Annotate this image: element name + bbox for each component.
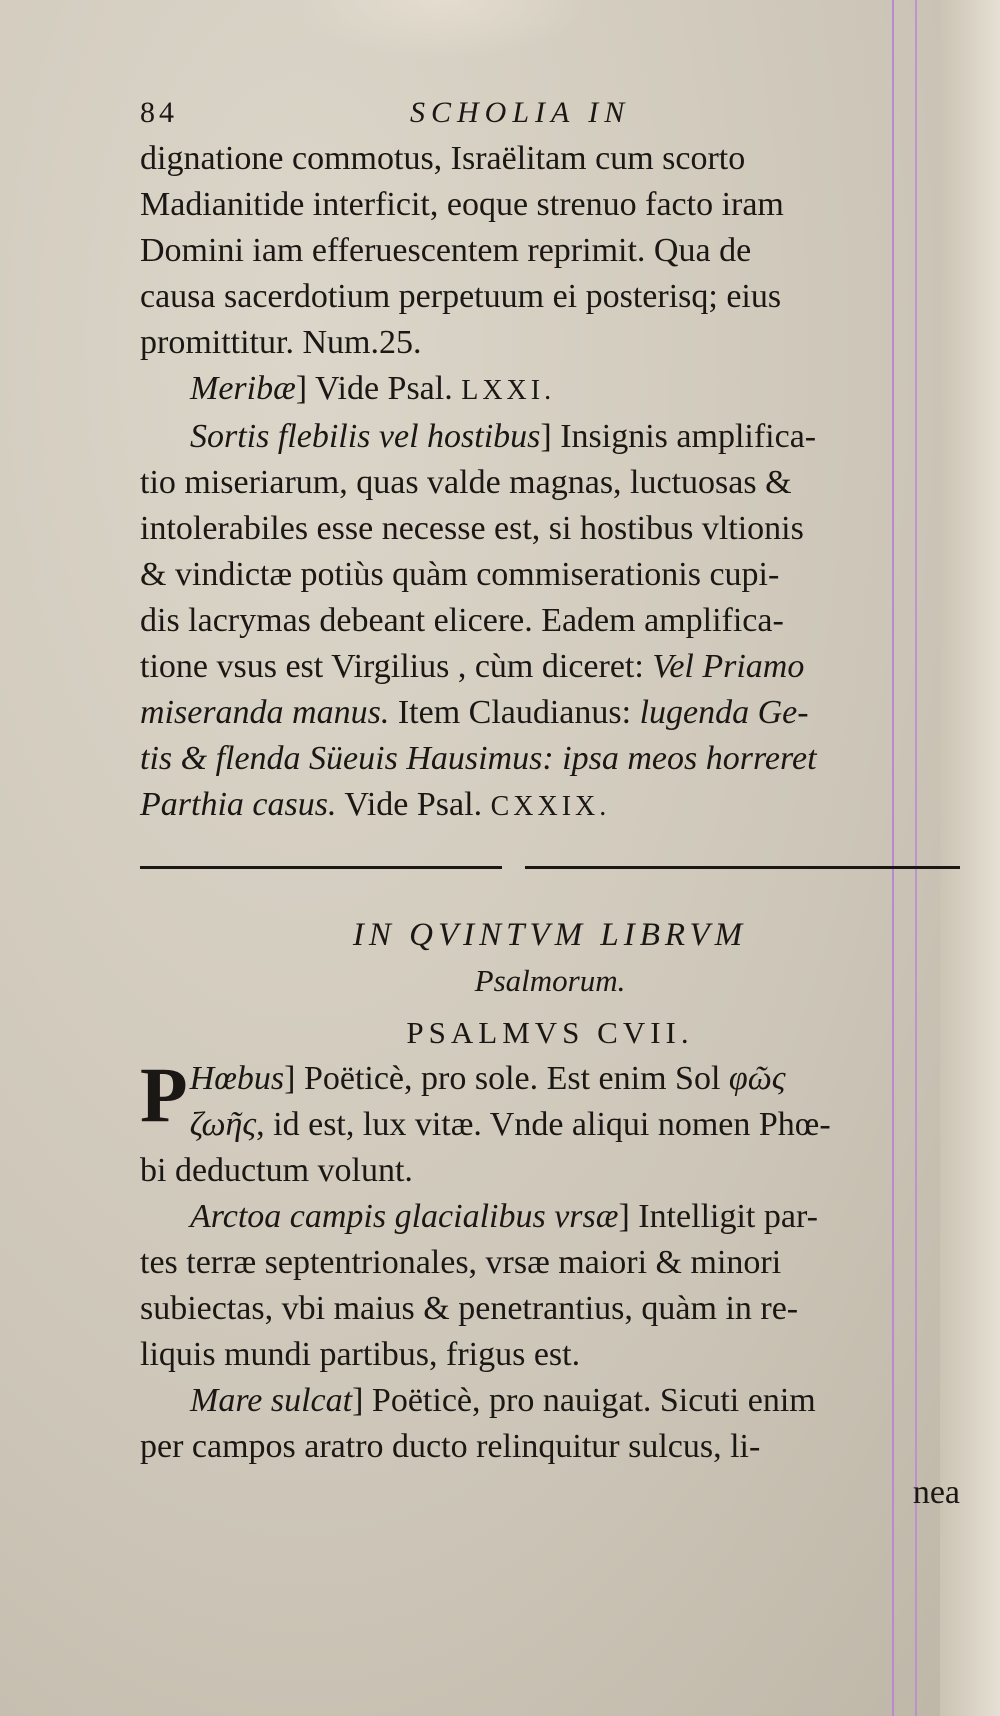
note-phoebus — [140, 1051, 960, 1194]
note-text: ] Insignis amplifica- — [540, 418, 817, 455]
running-title: SCHOLIA IN — [410, 96, 631, 129]
text-line: & vindictæ potiùs quàm commiserationis cupi- — [140, 556, 780, 593]
note-text: ] Intelligit par- — [618, 1198, 818, 1235]
text-line: per campos aratro ducto relinquitur sulcus, li- — [140, 1428, 761, 1465]
lemma: Arctoa campis glacialibus vrsæ — [190, 1198, 619, 1235]
divider-rule — [525, 866, 960, 869]
catchword: nea — [912, 1474, 960, 1511]
quotation: Parthia casus. — [140, 786, 337, 823]
psalm-title: PSALMVS CVII. — [406, 1015, 694, 1050]
quotation: Vel Priamo — [652, 648, 805, 685]
text-line: liquis mundi partibus, frigus est. — [140, 1336, 581, 1373]
running-header — [140, 90, 960, 136]
quotation: tis & flenda Süeuis Hausimus: ipsa meos horreret — [140, 740, 817, 777]
paragraph-continuation — [140, 136, 960, 366]
page-number: 84 — [140, 96, 178, 129]
lemma: Mare sulcat — [190, 1382, 353, 1419]
text-line: bi deductum volunt. — [140, 1152, 413, 1189]
quotation: miseranda manus. — [140, 694, 390, 731]
text-line: intolerabiles esse necesse est, si hostibus vltionis — [140, 510, 804, 547]
note-sortis — [140, 414, 960, 830]
note-text: , id est, lux vitæ. Vnde aliqui nomen Phœ- — [256, 1106, 831, 1143]
note-text: ] Poëticè, pro sole. Est enim Sol — [284, 1060, 729, 1097]
text-line: Madianitide interficit, eoque strenuo facto iram — [140, 186, 784, 223]
text-line: promittitur. Num.25. — [140, 324, 422, 361]
lemma: Sortis flebilis vel hostibus — [190, 418, 541, 455]
text-line: tes terræ septentrionales, vrsæ maiori & minori — [140, 1244, 782, 1281]
lemma: Meribæ — [190, 370, 296, 407]
note-mare — [140, 1378, 960, 1516]
text-line: Domini iam efferuescentem reprimit. Qua de — [140, 232, 752, 269]
text-line: dis lacrymas debeant elicere. Eadem amplifica- — [140, 602, 784, 639]
psalm-reference: CXXIX. — [490, 791, 611, 822]
section-divider — [140, 846, 960, 906]
note-text: Vide Psal. — [336, 786, 491, 823]
psalm-reference: LXXI. — [461, 375, 556, 406]
lemma: Hœbus — [189, 1060, 285, 1097]
text-line: dignatione commotus, Israëlitam cum scorto — [140, 140, 746, 177]
note-text: tione vsus est Virgilius , cùm diceret: — [140, 648, 653, 685]
text-line: tio miseriarum, quas valde magnas, luctuosas & — [140, 464, 792, 501]
text-line: causa sacerdotium perpetuum ei posterisq; eius — [140, 278, 782, 315]
note-meribae — [140, 366, 960, 414]
note-arctoa — [140, 1194, 960, 1378]
greek-text: ζωῆς — [189, 1106, 257, 1143]
paper-stain — [290, 0, 590, 60]
text-line: subiectas, vbi maius & penetrantius, quàm in re- — [140, 1290, 799, 1327]
section-heading: IN QVINTVM LIBRVM — [352, 917, 748, 953]
note-text: ] Poëticè, pro nauigat. Sicuti enim — [352, 1382, 816, 1419]
greek-text: φῶς — [728, 1060, 786, 1097]
page-content — [140, 90, 960, 1516]
quotation: lugenda Ge- — [639, 694, 809, 731]
drop-cap: P — [140, 1051, 188, 1138]
note-text: ] Vide Psal. — [295, 370, 462, 407]
section-subheading: Psalmorum. — [474, 963, 626, 998]
divider-rule — [140, 866, 502, 869]
note-text: Item Claudianus: — [389, 694, 640, 731]
